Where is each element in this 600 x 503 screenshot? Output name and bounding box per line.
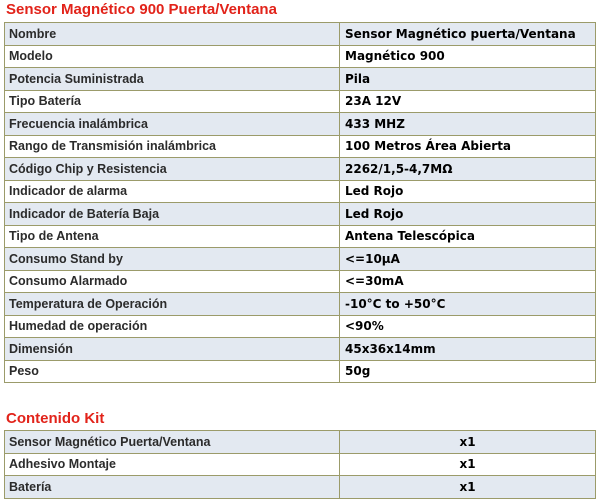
- table-row: [5, 203, 596, 226]
- spec-key: Dimensión: [5, 338, 340, 361]
- table-row: [5, 270, 596, 293]
- table-row: [5, 431, 596, 454]
- spec-key: Potencia Suministrada: [5, 68, 340, 91]
- table-row: [5, 476, 596, 499]
- table-row: [5, 180, 596, 203]
- spec-value: 50g: [340, 360, 596, 383]
- kit-item: Adhesivo Montaje: [5, 453, 340, 476]
- spec-key: Rango de Transmisión inalámbrica: [5, 135, 340, 158]
- spec-key: Consumo Alarmado: [5, 270, 340, 293]
- spec-value: <=30mA: [340, 270, 596, 293]
- table-row: [5, 338, 596, 361]
- kit-quantity: x1: [340, 453, 596, 476]
- spec-key: Peso: [5, 360, 340, 383]
- spec-key: Humedad de operación: [5, 315, 340, 338]
- table-row: [5, 45, 596, 68]
- spec-value: -10°C to +50°C: [340, 293, 596, 316]
- table-row: [5, 90, 596, 113]
- spec-title: Sensor Magnético 900 Puerta/Ventana: [6, 1, 277, 18]
- spec-value: Led Rojo: [340, 203, 596, 226]
- spec-key: Indicador de alarma: [5, 180, 340, 203]
- spec-key: Frecuencia inalámbrica: [5, 113, 340, 136]
- table-row: [5, 113, 596, 136]
- table-row: [5, 293, 596, 316]
- spec-key: Tipo de Antena: [5, 225, 340, 248]
- spec-table: [4, 22, 596, 383]
- spec-key: Código Chip y Resistencia: [5, 158, 340, 181]
- spec-value: Pila: [340, 68, 596, 91]
- table-row: [5, 135, 596, 158]
- spec-value: <=10μA: [340, 248, 596, 271]
- spec-key: Consumo Stand by: [5, 248, 340, 271]
- spec-key: Tipo Batería: [5, 90, 340, 113]
- table-row: [5, 248, 596, 271]
- table-row: [5, 360, 596, 383]
- spec-value: Antena Telescópica: [340, 225, 596, 248]
- spec-value: Led Rojo: [340, 180, 596, 203]
- kit-title: Contenido Kit: [6, 410, 105, 427]
- spec-value: Sensor Magnético puerta/Ventana: [340, 23, 596, 46]
- kit-item: Sensor Magnético Puerta/Ventana: [5, 431, 340, 454]
- spec-value: 23A 12V: [340, 90, 596, 113]
- spec-key: Nombre: [5, 23, 340, 46]
- table-row: [5, 23, 596, 46]
- spec-value: 100 Metros Área Abierta: [340, 135, 596, 158]
- spec-value: 45x36x14mm: [340, 338, 596, 361]
- spec-value: Magnético 900: [340, 45, 596, 68]
- kit-table: [4, 430, 596, 499]
- table-row: [5, 225, 596, 248]
- table-row: [5, 453, 596, 476]
- table-row: [5, 315, 596, 338]
- spec-key: Indicador de Batería Baja: [5, 203, 340, 226]
- kit-quantity: x1: [340, 431, 596, 454]
- table-row: [5, 68, 596, 91]
- spec-value: 433 MHZ: [340, 113, 596, 136]
- spec-key: Modelo: [5, 45, 340, 68]
- spec-value: <90%: [340, 315, 596, 338]
- kit-quantity: x1: [340, 476, 596, 499]
- table-row: [5, 158, 596, 181]
- spec-key: Temperatura de Operación: [5, 293, 340, 316]
- kit-item: Batería: [5, 476, 340, 499]
- spec-value: 2262/1,5-4,7MΩ: [340, 158, 596, 181]
